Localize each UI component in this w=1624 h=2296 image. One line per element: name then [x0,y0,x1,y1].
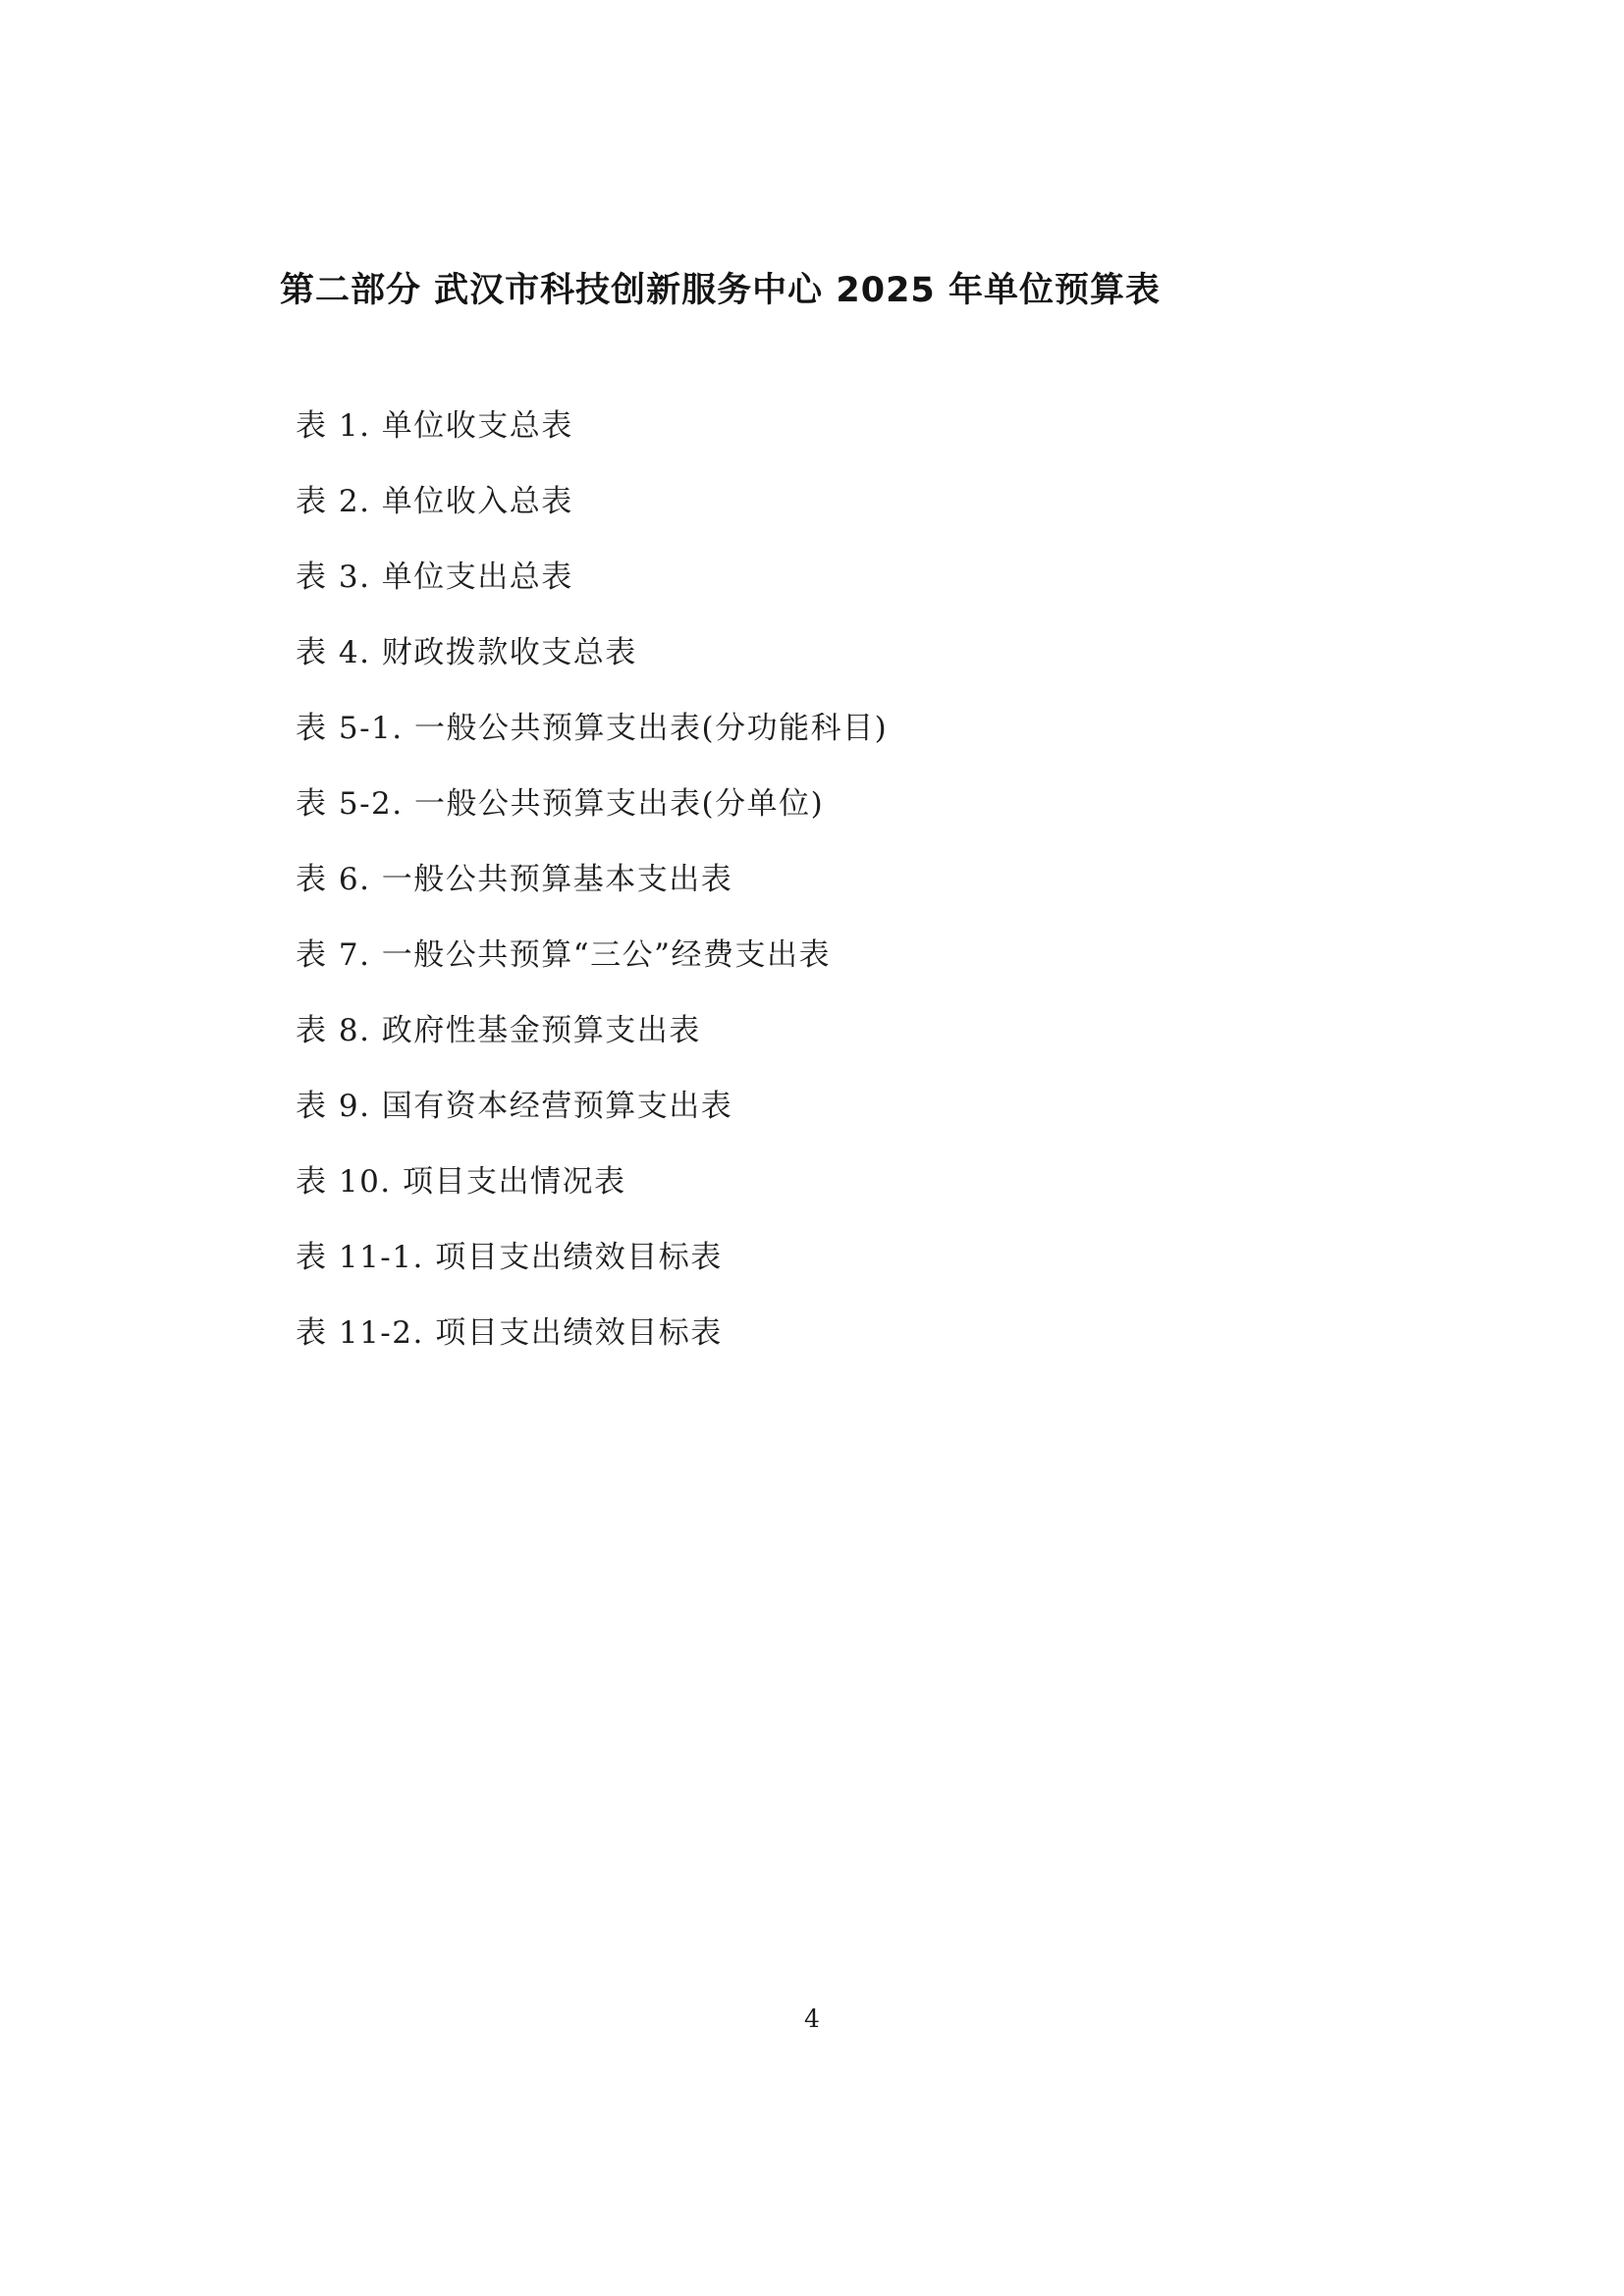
list-item: 表 11-1. 项目支出绩效目标表 [296,1240,723,1275]
list-item: 表 6. 一般公共预算基本支出表 [296,862,733,897]
list-item: 表 2. 单位收入总表 [296,484,573,519]
list-item: 表 7. 一般公共预算“三公”经费支出表 [296,937,831,973]
table-of-contents [280,389,1380,1371]
page-number: 4 [804,2004,820,2033]
list-item: 表 4. 财政拨款收支总表 [296,635,637,670]
list-item: 表 11-2. 项目支出绩效目标表 [296,1315,723,1351]
list-item: 表 1. 单位收支总表 [296,408,573,444]
list-item: 表 10. 项目支出情况表 [296,1164,626,1200]
page-title: 第二部分 武汉市科技创新服务中心 2025 年单位预算表 [280,271,1161,310]
list-item: 表 5-2. 一般公共预算支出表(分单位) [296,786,825,822]
list-item: 表 8. 政府性基金预算支出表 [296,1013,701,1048]
list-item: 表 3. 单位支出总表 [296,560,573,595]
list-item: 表 9. 国有资本经营预算支出表 [296,1089,733,1124]
list-item: 表 5-1. 一般公共预算支出表(分功能科目) [296,711,889,746]
page-content [280,263,1380,1371]
